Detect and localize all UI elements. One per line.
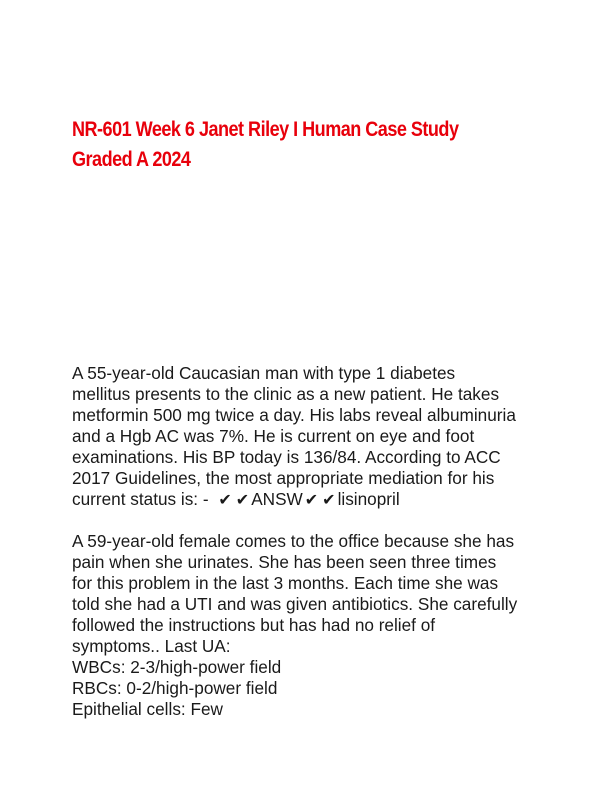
question-1-paragraph	[72, 363, 552, 510]
lab-value-line: RBCs: 0-2/high-power field	[72, 678, 278, 698]
paragraph-spacer	[72, 510, 552, 531]
document-title	[72, 115, 476, 175]
paragraph-line: metformin 500 mg twice a day. His labs reveal albuminuria	[72, 405, 516, 425]
paragraph-line: told she had a UTI and was given antibiotics. She carefully	[72, 594, 518, 614]
question-2-paragraph	[72, 531, 552, 720]
checkmark-icon: ✔	[304, 492, 319, 509]
paragraph-line: followed the instructions but has had no relief of	[72, 615, 436, 635]
checkmark-icon: ✔	[218, 492, 232, 509]
lab-value-line: WBCs: 2-3/high-power field	[72, 657, 282, 677]
answer-prefix: current status is: -	[72, 489, 209, 509]
paragraph-line: and a Hgb AC was 7%. He is current on eye and foot	[72, 426, 475, 446]
title-line: NR-601 Week 6 Janet Riley I Human Case Study	[72, 118, 459, 141]
answer-line	[72, 489, 552, 510]
checkmark-icon: ✔	[235, 492, 250, 509]
answer-text: lisinopril	[337, 489, 400, 509]
answer-marker: ANSW	[251, 489, 303, 509]
paragraph-line: A 55-year-old Caucasian man with type 1 diabetes	[72, 363, 456, 383]
paragraph-line: mellitus presents to the clinic as a new patient. He takes	[72, 384, 500, 404]
checkmark-icon: ✔	[322, 492, 336, 509]
paragraph-line: symptoms.. Last UA:	[72, 636, 231, 656]
paragraph-line: pain when she urinates. She has been seen three times	[72, 552, 497, 572]
document-body	[72, 363, 552, 720]
lab-value-line: Epithelial cells: Few	[72, 699, 223, 719]
paragraph-line: A 59-year-old female comes to the office because she has	[72, 531, 515, 551]
title-line: Graded A 2024	[72, 148, 191, 171]
paragraph-line: for this problem in the last 3 months. Each time she was	[72, 573, 499, 593]
paragraph-line: examinations. His BP today is 136/84. According to ACC	[72, 447, 501, 467]
paragraph-line: 2017 Guidelines, the most appropriate mediation for his	[72, 468, 495, 488]
